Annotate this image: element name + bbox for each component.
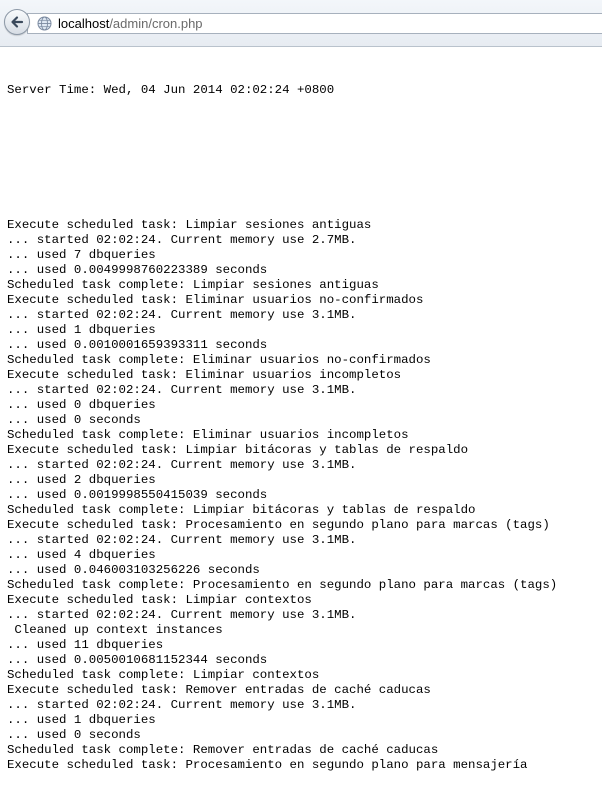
log-line: ... used 1 dbqueries bbox=[7, 713, 156, 727]
log-line: Scheduled task complete: Limpiar sesiones antiguas bbox=[7, 278, 379, 292]
back-button[interactable] bbox=[4, 9, 30, 35]
log-line: ... used 11 dbqueries bbox=[7, 638, 164, 652]
log-line: Execute scheduled task: Procesamiento en segundo plano para marcas (tags) bbox=[7, 518, 550, 532]
log-line: ... used 0.046003103256226 seconds bbox=[7, 563, 260, 577]
log-line: ... started 02:02:24. Current memory use 2.7MB. bbox=[7, 233, 357, 247]
log-line: ... started 02:02:24. Current memory use 3.1MB. bbox=[7, 608, 357, 622]
log-line: Scheduled task complete: Limpiar bitácoras y tablas de respaldo bbox=[7, 503, 476, 517]
log-line: Execute scheduled task: Limpiar bitácoras y tablas de respaldo bbox=[7, 443, 469, 457]
log-line: ... used 0.0010001659393311 seconds bbox=[7, 338, 268, 352]
log-line: ... started 02:02:24. Current memory use 3.1MB. bbox=[7, 308, 357, 322]
log-lines bbox=[7, 218, 557, 773]
log-line: Execute scheduled task: Limpiar contextos bbox=[7, 593, 312, 607]
cron-output bbox=[7, 53, 557, 788]
log-line: Execute scheduled task: Eliminar usuarios no-confirmados bbox=[7, 293, 424, 307]
log-line: ... started 02:02:24. Current memory use 3.1MB. bbox=[7, 458, 357, 472]
url-path: /admin/cron.php bbox=[109, 16, 203, 31]
log-line: Scheduled task complete: Procesamiento en segundo plano para marcas (tags) bbox=[7, 578, 558, 592]
log-line: Cleaned up context instances bbox=[7, 623, 223, 637]
log-line: ... used 0 dbqueries bbox=[7, 398, 156, 412]
blank-line bbox=[7, 173, 557, 188]
back-arrow-icon bbox=[9, 14, 25, 30]
server-time: Server Time: Wed, 04 Jun 2014 02:02:24 +0800 bbox=[7, 83, 335, 97]
log-line: Execute scheduled task: Limpiar sesiones antiguas bbox=[7, 218, 372, 232]
log-line: ... used 0.0019998550415039 seconds bbox=[7, 488, 268, 502]
globe-icon bbox=[37, 16, 52, 31]
log-line: ... used 0.0050010681152344 seconds bbox=[7, 653, 268, 667]
log-line: Execute scheduled task: Procesamiento en segundo plano para mensajería bbox=[7, 758, 528, 772]
log-line: ... started 02:02:24. Current memory use 3.1MB. bbox=[7, 698, 357, 712]
log-line: ... used 0 seconds bbox=[7, 728, 141, 742]
log-line: Scheduled task complete: Limpiar contextos bbox=[7, 668, 320, 682]
url-host: localhost bbox=[58, 16, 110, 31]
log-line: ... used 4 dbqueries bbox=[7, 548, 156, 562]
log-line: ... started 02:02:24. Current memory use 3.1MB. bbox=[7, 383, 357, 397]
log-line: ... used 0.0049998760223389 seconds bbox=[7, 263, 268, 277]
log-line: ... used 1 dbqueries bbox=[7, 323, 156, 337]
log-line: ... started 02:02:24. Current memory use 3.1MB. bbox=[7, 533, 357, 547]
url-text[interactable] bbox=[58, 16, 203, 32]
browser-toolbar bbox=[0, 0, 602, 47]
log-line: Execute scheduled task: Eliminar usuarios incompletos bbox=[7, 368, 402, 382]
log-line: Scheduled task complete: Eliminar usuarios no-confirmados bbox=[7, 353, 431, 367]
address-bar[interactable] bbox=[27, 13, 602, 34]
log-line: ... used 2 dbqueries bbox=[7, 473, 156, 487]
log-line: Scheduled task complete: Eliminar usuarios incompletos bbox=[7, 428, 409, 442]
log-line: ... used 7 dbqueries bbox=[7, 248, 156, 262]
blank-line bbox=[7, 128, 557, 143]
log-line: ... used 0 seconds bbox=[7, 413, 141, 427]
log-line: Execute scheduled task: Remover entradas de caché caducas bbox=[7, 683, 431, 697]
log-line: Scheduled task complete: Remover entradas de caché caducas bbox=[7, 743, 439, 757]
